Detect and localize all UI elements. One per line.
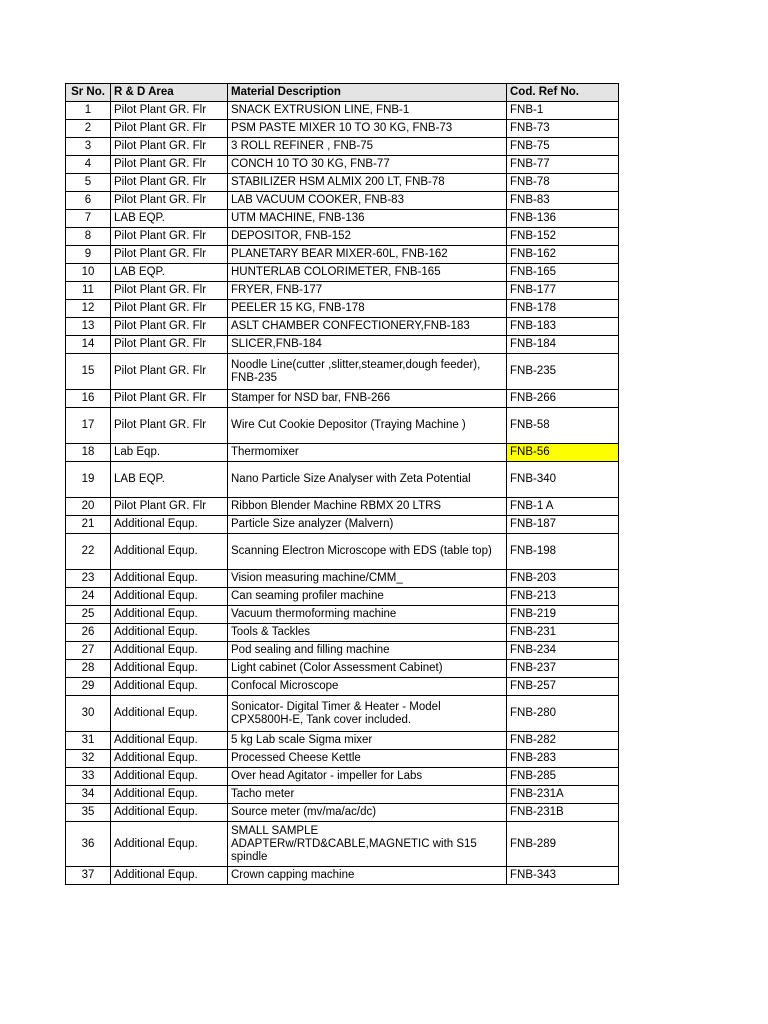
table-row xyxy=(66,822,619,867)
table-row xyxy=(66,390,619,408)
cell-sr-no[interactable]: 11 xyxy=(66,282,111,300)
cell-sr-no[interactable]: 23 xyxy=(66,570,111,588)
table-row xyxy=(66,588,619,606)
cell-sr-no[interactable]: 12 xyxy=(66,300,111,318)
cell-sr-no[interactable]: 15 xyxy=(66,354,111,390)
cell-description[interactable]: Over head Agitator - impeller for Labs xyxy=(228,768,507,786)
table-row xyxy=(66,516,619,534)
cell-code[interactable]: FNB-136 xyxy=(507,210,619,228)
cell-area[interactable]: Pilot Plant GR. Flr xyxy=(111,300,228,318)
cell-description[interactable]: Ribbon Blender Machine RBMX 20 LTRS xyxy=(228,498,507,516)
cell-area[interactable]: Pilot Plant GR. Flr xyxy=(111,498,228,516)
cell-description[interactable]: SMALL SAMPLE ADAPTERw/RTD&CABLE,MAGNETIC with S15 spindle xyxy=(228,822,507,867)
table-row xyxy=(66,354,619,390)
cell-code[interactable]: FNB-1 A xyxy=(507,498,619,516)
table-row xyxy=(66,660,619,678)
table-row xyxy=(66,696,619,732)
cell-sr-no[interactable]: 5 xyxy=(66,174,111,192)
cell-description[interactable]: DEPOSITOR, FNB-152 xyxy=(228,228,507,246)
table-row xyxy=(66,498,619,516)
cell-description[interactable]: PSM PASTE MIXER 10 TO 30 KG, FNB-73 xyxy=(228,120,507,138)
cell-area[interactable]: Additional Equp. xyxy=(111,804,228,822)
cell-area[interactable]: LAB EQP. xyxy=(111,462,228,498)
cell-area[interactable]: Additional Equp. xyxy=(111,606,228,624)
cell-sr-no[interactable]: 9 xyxy=(66,246,111,264)
cell-description[interactable]: Wire Cut Cookie Depositor (Traying Machine ) xyxy=(228,408,507,444)
equipment-table xyxy=(65,83,619,885)
cell-code[interactable]: FNB-75 xyxy=(507,138,619,156)
cell-description[interactable]: Can seaming profiler machine xyxy=(228,588,507,606)
cell-area[interactable]: Additional Equp. xyxy=(111,696,228,732)
cell-description[interactable]: UTM MACHINE, FNB-136 xyxy=(228,210,507,228)
cell-sr-no[interactable]: 37 xyxy=(66,867,111,885)
table-row xyxy=(66,120,619,138)
cell-description[interactable]: Scanning Electron Microscope with EDS (table top) xyxy=(228,534,507,570)
cell-code[interactable]: FNB-237 xyxy=(507,660,619,678)
header-area[interactable]: R & D Area xyxy=(111,84,228,102)
cell-description[interactable]: Thermomixer xyxy=(228,444,507,462)
table-row xyxy=(66,732,619,750)
cell-sr-no[interactable]: 25 xyxy=(66,606,111,624)
cell-area[interactable]: Pilot Plant GR. Flr xyxy=(111,228,228,246)
cell-sr-no[interactable]: 33 xyxy=(66,768,111,786)
table-body xyxy=(66,102,619,885)
table-row xyxy=(66,624,619,642)
cell-area[interactable]: Pilot Plant GR. Flr xyxy=(111,120,228,138)
cell-sr-no[interactable]: 26 xyxy=(66,624,111,642)
table-row xyxy=(66,336,619,354)
cell-code[interactable]: FNB-83 xyxy=(507,192,619,210)
cell-code[interactable]: FNB-231 xyxy=(507,624,619,642)
table-row xyxy=(66,462,619,498)
cell-sr-no[interactable]: 4 xyxy=(66,156,111,174)
cell-code[interactable]: FNB-234 xyxy=(507,642,619,660)
cell-area[interactable]: Additional Equp. xyxy=(111,588,228,606)
cell-area[interactable]: Pilot Plant GR. Flr xyxy=(111,390,228,408)
cell-code[interactable]: FNB-178 xyxy=(507,300,619,318)
cell-sr-no[interactable]: 10 xyxy=(66,264,111,282)
cell-description[interactable]: Vacuum thermoforming machine xyxy=(228,606,507,624)
cell-sr-no[interactable]: 20 xyxy=(66,498,111,516)
cell-description[interactable]: Vision measuring machine/CMM_ xyxy=(228,570,507,588)
cell-code[interactable]: FNB-198 xyxy=(507,534,619,570)
cell-description[interactable]: 3 ROLL REFINER , FNB-75 xyxy=(228,138,507,156)
cell-area[interactable]: Pilot Plant GR. Flr xyxy=(111,336,228,354)
cell-area[interactable]: Pilot Plant GR. Flr xyxy=(111,282,228,300)
cell-description[interactable]: Confocal Microscope xyxy=(228,678,507,696)
table-row xyxy=(66,804,619,822)
table-row xyxy=(66,570,619,588)
cell-area[interactable]: Additional Equp. xyxy=(111,678,228,696)
cell-sr-no[interactable]: 32 xyxy=(66,750,111,768)
table-row xyxy=(66,318,619,336)
cell-area[interactable]: Additional Equp. xyxy=(111,516,228,534)
cell-description[interactable]: Tacho meter xyxy=(228,786,507,804)
cell-area[interactable]: Additional Equp. xyxy=(111,732,228,750)
cell-code[interactable]: FNB-219 xyxy=(507,606,619,624)
cell-sr-no[interactable]: 30 xyxy=(66,696,111,732)
table-row xyxy=(66,174,619,192)
cell-area[interactable]: Additional Equp. xyxy=(111,750,228,768)
cell-sr-no[interactable]: 28 xyxy=(66,660,111,678)
cell-code[interactable]: FNB-203 xyxy=(507,570,619,588)
cell-area[interactable]: Additional Equp. xyxy=(111,570,228,588)
cell-sr-no[interactable]: 7 xyxy=(66,210,111,228)
cell-code[interactable]: FNB-73 xyxy=(507,120,619,138)
cell-sr-no[interactable]: 17 xyxy=(66,408,111,444)
cell-code[interactable]: FNB-56 xyxy=(507,444,619,462)
cell-description[interactable]: Stamper for NSD bar, FNB-266 xyxy=(228,390,507,408)
cell-area[interactable]: Additional Equp. xyxy=(111,768,228,786)
cell-description[interactable]: Nano Particle Size Analyser with Zeta Potential xyxy=(228,462,507,498)
cell-area[interactable]: Additional Equp. xyxy=(111,660,228,678)
cell-description[interactable]: Source meter (mv/ma/ac/dc) xyxy=(228,804,507,822)
table-row xyxy=(66,444,619,462)
table-row xyxy=(66,246,619,264)
cell-code[interactable]: FNB-152 xyxy=(507,228,619,246)
cell-description[interactable]: Particle Size analyzer (Malvern) xyxy=(228,516,507,534)
cell-description[interactable]: SNACK EXTRUSION LINE, FNB-1 xyxy=(228,102,507,120)
cell-sr-no[interactable]: 18 xyxy=(66,444,111,462)
header-code[interactable]: Cod. Ref No. xyxy=(507,84,619,102)
cell-area[interactable]: Lab Eqp. xyxy=(111,444,228,462)
cell-area[interactable]: Additional Equp. xyxy=(111,624,228,642)
cell-sr-no[interactable]: 16 xyxy=(66,390,111,408)
table-row xyxy=(66,300,619,318)
cell-area[interactable]: Additional Equp. xyxy=(111,786,228,804)
cell-area[interactable]: Additional Equp. xyxy=(111,822,228,867)
cell-sr-no[interactable]: 8 xyxy=(66,228,111,246)
cell-description[interactable]: STABILIZER HSM ALMIX 200 LT, FNB-78 xyxy=(228,174,507,192)
cell-sr-no[interactable]: 36 xyxy=(66,822,111,867)
cell-sr-no[interactable]: 13 xyxy=(66,318,111,336)
cell-sr-no[interactable]: 22 xyxy=(66,534,111,570)
cell-area[interactable]: Pilot Plant GR. Flr xyxy=(111,102,228,120)
cell-description[interactable]: CONCH 10 TO 30 KG, FNB-77 xyxy=(228,156,507,174)
table-row xyxy=(66,264,619,282)
cell-code[interactable]: FNB-340 xyxy=(507,462,619,498)
cell-area[interactable]: Pilot Plant GR. Flr xyxy=(111,192,228,210)
table-row xyxy=(66,138,619,156)
cell-sr-no[interactable]: 24 xyxy=(66,588,111,606)
cell-description[interactable]: Light cabinet (Color Assessment Cabinet) xyxy=(228,660,507,678)
cell-area[interactable]: Additional Equp. xyxy=(111,642,228,660)
cell-code[interactable]: FNB-280 xyxy=(507,696,619,732)
cell-sr-no[interactable]: 31 xyxy=(66,732,111,750)
cell-description[interactable]: LAB VACUUM COOKER, FNB-83 xyxy=(228,192,507,210)
cell-code[interactable]: FNB-165 xyxy=(507,264,619,282)
cell-code[interactable]: FNB-231B xyxy=(507,804,619,822)
table-row xyxy=(66,768,619,786)
cell-code[interactable]: FNB-183 xyxy=(507,318,619,336)
cell-code[interactable]: FNB-77 xyxy=(507,156,619,174)
cell-sr-no[interactable]: 6 xyxy=(66,192,111,210)
cell-area[interactable]: Pilot Plant GR. Flr xyxy=(111,156,228,174)
table-row xyxy=(66,786,619,804)
cell-area[interactable]: LAB EQP. xyxy=(111,210,228,228)
cell-code[interactable]: FNB-58 xyxy=(507,408,619,444)
cell-description[interactable]: ASLT CHAMBER CONFECTIONERY,FNB-183 xyxy=(228,318,507,336)
cell-sr-no[interactable]: 34 xyxy=(66,786,111,804)
cell-description[interactable]: SLICER,FNB-184 xyxy=(228,336,507,354)
cell-description[interactable]: Tools & Tackles xyxy=(228,624,507,642)
cell-sr-no[interactable]: 21 xyxy=(66,516,111,534)
table-row xyxy=(66,642,619,660)
cell-description[interactable]: PEELER 15 KG, FNB-178 xyxy=(228,300,507,318)
cell-area[interactable]: Pilot Plant GR. Flr xyxy=(111,246,228,264)
cell-code[interactable]: FNB-266 xyxy=(507,390,619,408)
cell-code[interactable]: FNB-235 xyxy=(507,354,619,390)
header-description[interactable]: Material Description xyxy=(228,84,507,102)
cell-code[interactable]: FNB-177 xyxy=(507,282,619,300)
cell-code[interactable]: FNB-289 xyxy=(507,822,619,867)
cell-code[interactable]: FNB-187 xyxy=(507,516,619,534)
cell-area[interactable]: Pilot Plant GR. Flr xyxy=(111,138,228,156)
table-row xyxy=(66,534,619,570)
cell-code[interactable]: FNB-231A xyxy=(507,786,619,804)
cell-area[interactable]: Additional Equp. xyxy=(111,534,228,570)
cell-description[interactable]: Noodle Line(cutter ,slitter,steamer,dough feeder), FNB-235 xyxy=(228,354,507,390)
cell-sr-no[interactable]: 19 xyxy=(66,462,111,498)
table-row xyxy=(66,678,619,696)
table-row xyxy=(66,156,619,174)
cell-description[interactable]: FRYER, FNB-177 xyxy=(228,282,507,300)
cell-code[interactable]: FNB-282 xyxy=(507,732,619,750)
cell-code[interactable]: FNB-213 xyxy=(507,588,619,606)
header-row xyxy=(66,84,619,102)
cell-code[interactable]: FNB-184 xyxy=(507,336,619,354)
cell-code[interactable]: FNB-283 xyxy=(507,750,619,768)
table-row xyxy=(66,750,619,768)
cell-description[interactable]: Sonicator- Digital Timer & Heater - Model CPX5800H-E, Tank cover included. xyxy=(228,696,507,732)
cell-area[interactable]: LAB EQP. xyxy=(111,264,228,282)
cell-area[interactable]: Pilot Plant GR. Flr xyxy=(111,174,228,192)
cell-sr-no[interactable]: 27 xyxy=(66,642,111,660)
cell-description[interactable]: Processed Cheese Kettle xyxy=(228,750,507,768)
table-row xyxy=(66,408,619,444)
cell-sr-no[interactable]: 3 xyxy=(66,138,111,156)
cell-code[interactable]: FNB-343 xyxy=(507,867,619,885)
header-sr-no[interactable]: Sr No. xyxy=(66,84,111,102)
table-row xyxy=(66,282,619,300)
table-row xyxy=(66,228,619,246)
table-row xyxy=(66,210,619,228)
cell-code[interactable]: FNB-1 xyxy=(507,102,619,120)
cell-description[interactable]: 5 kg Lab scale Sigma mixer xyxy=(228,732,507,750)
cell-description[interactable]: Pod sealing and filling machine xyxy=(228,642,507,660)
cell-area[interactable]: Pilot Plant GR. Flr xyxy=(111,408,228,444)
cell-code[interactable]: FNB-162 xyxy=(507,246,619,264)
cell-code[interactable]: FNB-285 xyxy=(507,768,619,786)
table-row xyxy=(66,102,619,120)
cell-code[interactable]: FNB-257 xyxy=(507,678,619,696)
cell-sr-no[interactable]: 1 xyxy=(66,102,111,120)
cell-description[interactable]: HUNTERLAB COLORIMETER, FNB-165 xyxy=(228,264,507,282)
cell-area[interactable]: Additional Equp. xyxy=(111,867,228,885)
cell-sr-no[interactable]: 35 xyxy=(66,804,111,822)
cell-area[interactable]: Pilot Plant GR. Flr xyxy=(111,354,228,390)
table-row xyxy=(66,606,619,624)
table-row xyxy=(66,192,619,210)
cell-area[interactable]: Pilot Plant GR. Flr xyxy=(111,318,228,336)
cell-description[interactable]: Crown capping machine xyxy=(228,867,507,885)
cell-sr-no[interactable]: 2 xyxy=(66,120,111,138)
cell-description[interactable]: PLANETARY BEAR MIXER-60L, FNB-162 xyxy=(228,246,507,264)
spreadsheet xyxy=(65,83,619,885)
cell-sr-no[interactable]: 14 xyxy=(66,336,111,354)
cell-code[interactable]: FNB-78 xyxy=(507,174,619,192)
table-row xyxy=(66,867,619,885)
cell-sr-no[interactable]: 29 xyxy=(66,678,111,696)
